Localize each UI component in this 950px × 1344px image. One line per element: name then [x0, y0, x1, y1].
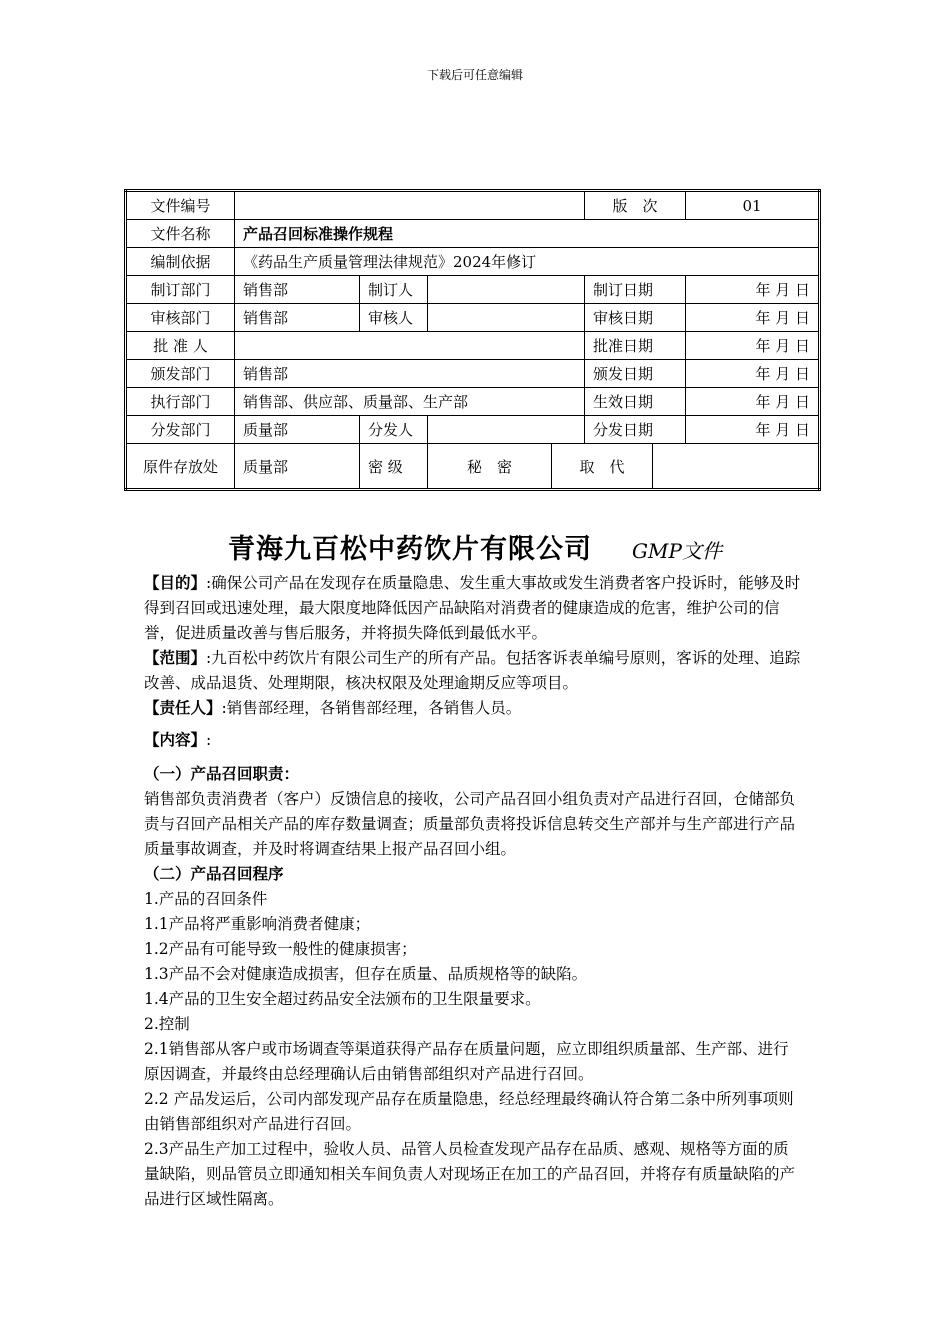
company-title	[0, 527, 950, 566]
version-label: 版 次	[585, 191, 686, 220]
row-issue	[126, 360, 820, 388]
row-file-name	[126, 220, 820, 248]
person-label: 分发人	[360, 416, 428, 444]
dept-value: 销售部	[235, 304, 360, 332]
purpose-paragraph	[144, 571, 804, 646]
section-paragraph-1: 销售部负责消费者（客户）反馈信息的接收，公司产品召回小组负责对产品进行召回，仓储部负责与召回产品相关产品的库存数量调查；质量部负责将投诉信息转交生产部并与生产部进行产品质量事故调查，并及时将调查结果上报产品召回小组。	[144, 790, 796, 858]
content-label: 【内容】	[144, 731, 207, 749]
basis-label: 编制依据	[126, 248, 235, 276]
row-label: 执行部门	[126, 388, 235, 416]
date-label: 生效日期	[585, 388, 686, 416]
date-label: 制订日期	[585, 276, 686, 304]
list-item: 1.2产品有可能导致一般性的健康损害；	[144, 940, 417, 958]
basis-value: 《药品生产质量管理法律规范》2024年修订	[235, 248, 820, 276]
purpose-text: :确保公司产品在发现存在质量隐患、发生重大事故或发生消费者客户投诉时，能够及时得到召回或迅速处理，最大限度地降低因产品缺陷对消费者的健康造成的危害，维护公司的信誉，促进质量改善与售后服务，并将损失降低到最低水平。	[144, 574, 801, 642]
scope-label: 【范围】	[144, 649, 207, 667]
row-label: 制订部门	[126, 276, 235, 304]
date-label: 批准日期	[585, 332, 686, 360]
dept-value: 质量部	[235, 416, 360, 444]
date-value: 年 月 日	[686, 332, 820, 360]
list-item: 1.1产品将严重影响消费者健康；	[144, 915, 371, 933]
row-approver	[126, 332, 820, 360]
responsible-text: :销售部经理，各销售部经理，各销售人员。	[221, 699, 522, 717]
list-item: 2.2 产品发运后，公司内部发现产品存在质量隐患，经总经理最终确认符合第二条中所列事项则由销售部组织对产品进行召回。	[144, 1090, 794, 1133]
secrecy-label: 密 级	[360, 444, 428, 490]
list-item: 2.1销售部从客户或市场调查等渠道获得产品存在质量问题，应立即组织质量部、生产部、进行原因调查，并最终由总经理确认后由销售部组织对产品进行召回。	[144, 1040, 789, 1083]
file-no-label: 文件编号	[126, 191, 235, 220]
row-draft	[126, 276, 820, 304]
row-review	[126, 304, 820, 332]
row-label: 批 准 人	[126, 332, 235, 360]
date-label: 审核日期	[585, 304, 686, 332]
content-colon: :	[206, 731, 212, 749]
document-control-table	[124, 189, 821, 491]
dept-value: 销售部	[235, 276, 360, 304]
row-label: 审核部门	[126, 304, 235, 332]
storage-value: 质量部	[235, 444, 360, 490]
replace-value	[653, 444, 820, 490]
row-basis	[126, 248, 820, 276]
row-file-no	[126, 191, 820, 220]
version-value: 01	[686, 191, 820, 220]
file-no-value	[235, 191, 585, 220]
person-value	[428, 304, 585, 332]
section-heading-1: （一）产品召回职责：	[144, 765, 300, 783]
responsible-paragraph	[144, 696, 804, 721]
date-value: 年 月 日	[686, 360, 820, 388]
file-name-value: 产品召回标准操作规程	[235, 220, 820, 248]
person-label: 审核人	[360, 304, 428, 332]
date-label: 颁发日期	[585, 360, 686, 388]
company-name: 青海九百松中药饮片有限公司	[228, 534, 593, 565]
row-storage	[126, 444, 820, 490]
row-label: 分发部门	[126, 416, 235, 444]
list-item: 2.控制	[144, 1015, 190, 1033]
person-value	[428, 416, 585, 444]
secrecy-value: 秘 密	[428, 444, 552, 490]
row-execute	[126, 388, 820, 416]
list-item: 1.3产品不会对健康造成损害，但存在质量、品质规格等的缺陷。	[144, 965, 588, 983]
storage-label: 原件存放处	[126, 444, 235, 490]
file-name-label: 文件名称	[126, 220, 235, 248]
section-heading-2: （二）产品召回程序	[144, 865, 284, 883]
person-value	[428, 276, 585, 304]
date-value: 年 月 日	[686, 304, 820, 332]
list-item: 1.4产品的卫生安全超过药品安全法颁布的卫生限量要求。	[144, 990, 541, 1008]
content-heading	[144, 728, 804, 753]
list-item: 2.3产品生产加工过程中，验收人员、品管人员检查发现产品存在品质、感观、规格等方面的质量缺陷，则品管员立即通知相关车间负责人对现场正在加工的产品召回，并将存有质量缺陷的产品进行区域性隔离。	[144, 1140, 796, 1208]
header-note: 下载后可任意编辑	[426, 68, 523, 82]
date-value: 年 月 日	[686, 416, 820, 444]
row-label: 颁发部门	[126, 360, 235, 388]
person-label: 制订人	[360, 276, 428, 304]
row-distribute	[126, 416, 820, 444]
replace-label: 取 代	[552, 444, 653, 490]
list-item: 1.产品的召回条件	[144, 890, 268, 908]
document-body	[144, 571, 804, 1212]
row-value: 销售部、供应部、质量部、生产部	[235, 388, 585, 416]
purpose-label: 【目的】	[144, 574, 207, 592]
row-value	[235, 332, 585, 360]
gmp-label: GMP文件	[632, 539, 722, 563]
date-value: 年 月 日	[686, 276, 820, 304]
scope-text: :九百松中药饮片有限公司生产的所有产品。包括客诉表单编号原则，客诉的处理、追踪改善、成品退货、处理期限，核决权限及处理逾期反应等项目。	[144, 649, 801, 692]
scope-paragraph	[144, 646, 804, 696]
row-value: 销售部	[235, 360, 585, 388]
date-label: 分发日期	[585, 416, 686, 444]
responsible-label: 【责任人】	[144, 699, 222, 717]
date-value: 年 月 日	[686, 388, 820, 416]
